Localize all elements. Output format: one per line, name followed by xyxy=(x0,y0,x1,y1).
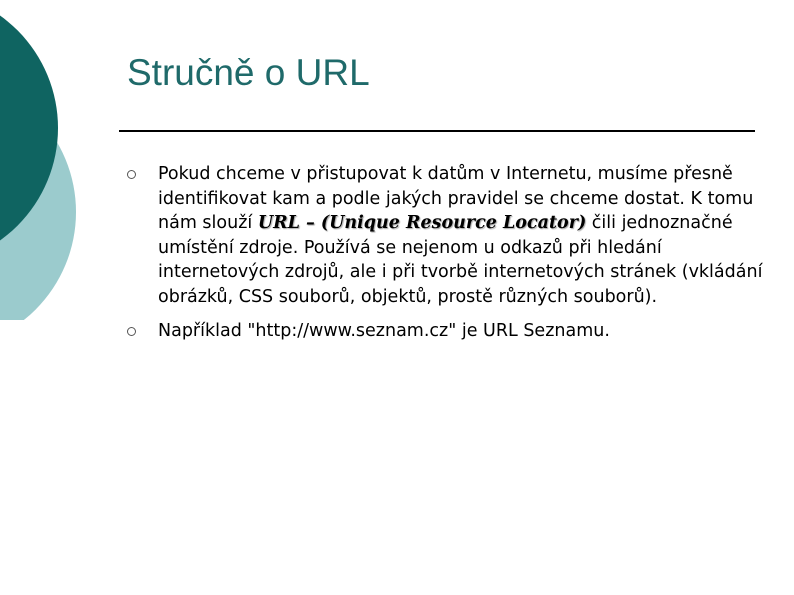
hollow-circle-icon xyxy=(127,170,136,179)
url-definition-emphasis: URL – (Unique Resource Locator) xyxy=(257,213,587,234)
bullet-text-after: čili jednoznačné umístění zdroje. Používá se nejenom u odkazů při hledání internetových zdrojů, ale i při tvorbě internetových stránek (vkládání obrázků, CSS souborů, objektů, prostě různých souborů). xyxy=(158,213,763,307)
bullet-item xyxy=(127,319,767,344)
bullet-text-before: Pokud chceme v přistupovat k datům v Internetu, musíme přesně identifikovat kam a podle jakých pravidel se chceme dostat. K tomu nám slouží xyxy=(158,164,754,234)
title-divider xyxy=(119,130,755,132)
bullet-item xyxy=(127,162,767,310)
bullet-list xyxy=(127,162,767,352)
decorative-circles xyxy=(0,0,120,320)
bullet-text: Například "http://www.seznam.cz" je URL Seznamu. xyxy=(158,320,610,341)
slide-title: Stručně o URL xyxy=(127,52,370,93)
hollow-circle-icon xyxy=(127,327,136,336)
